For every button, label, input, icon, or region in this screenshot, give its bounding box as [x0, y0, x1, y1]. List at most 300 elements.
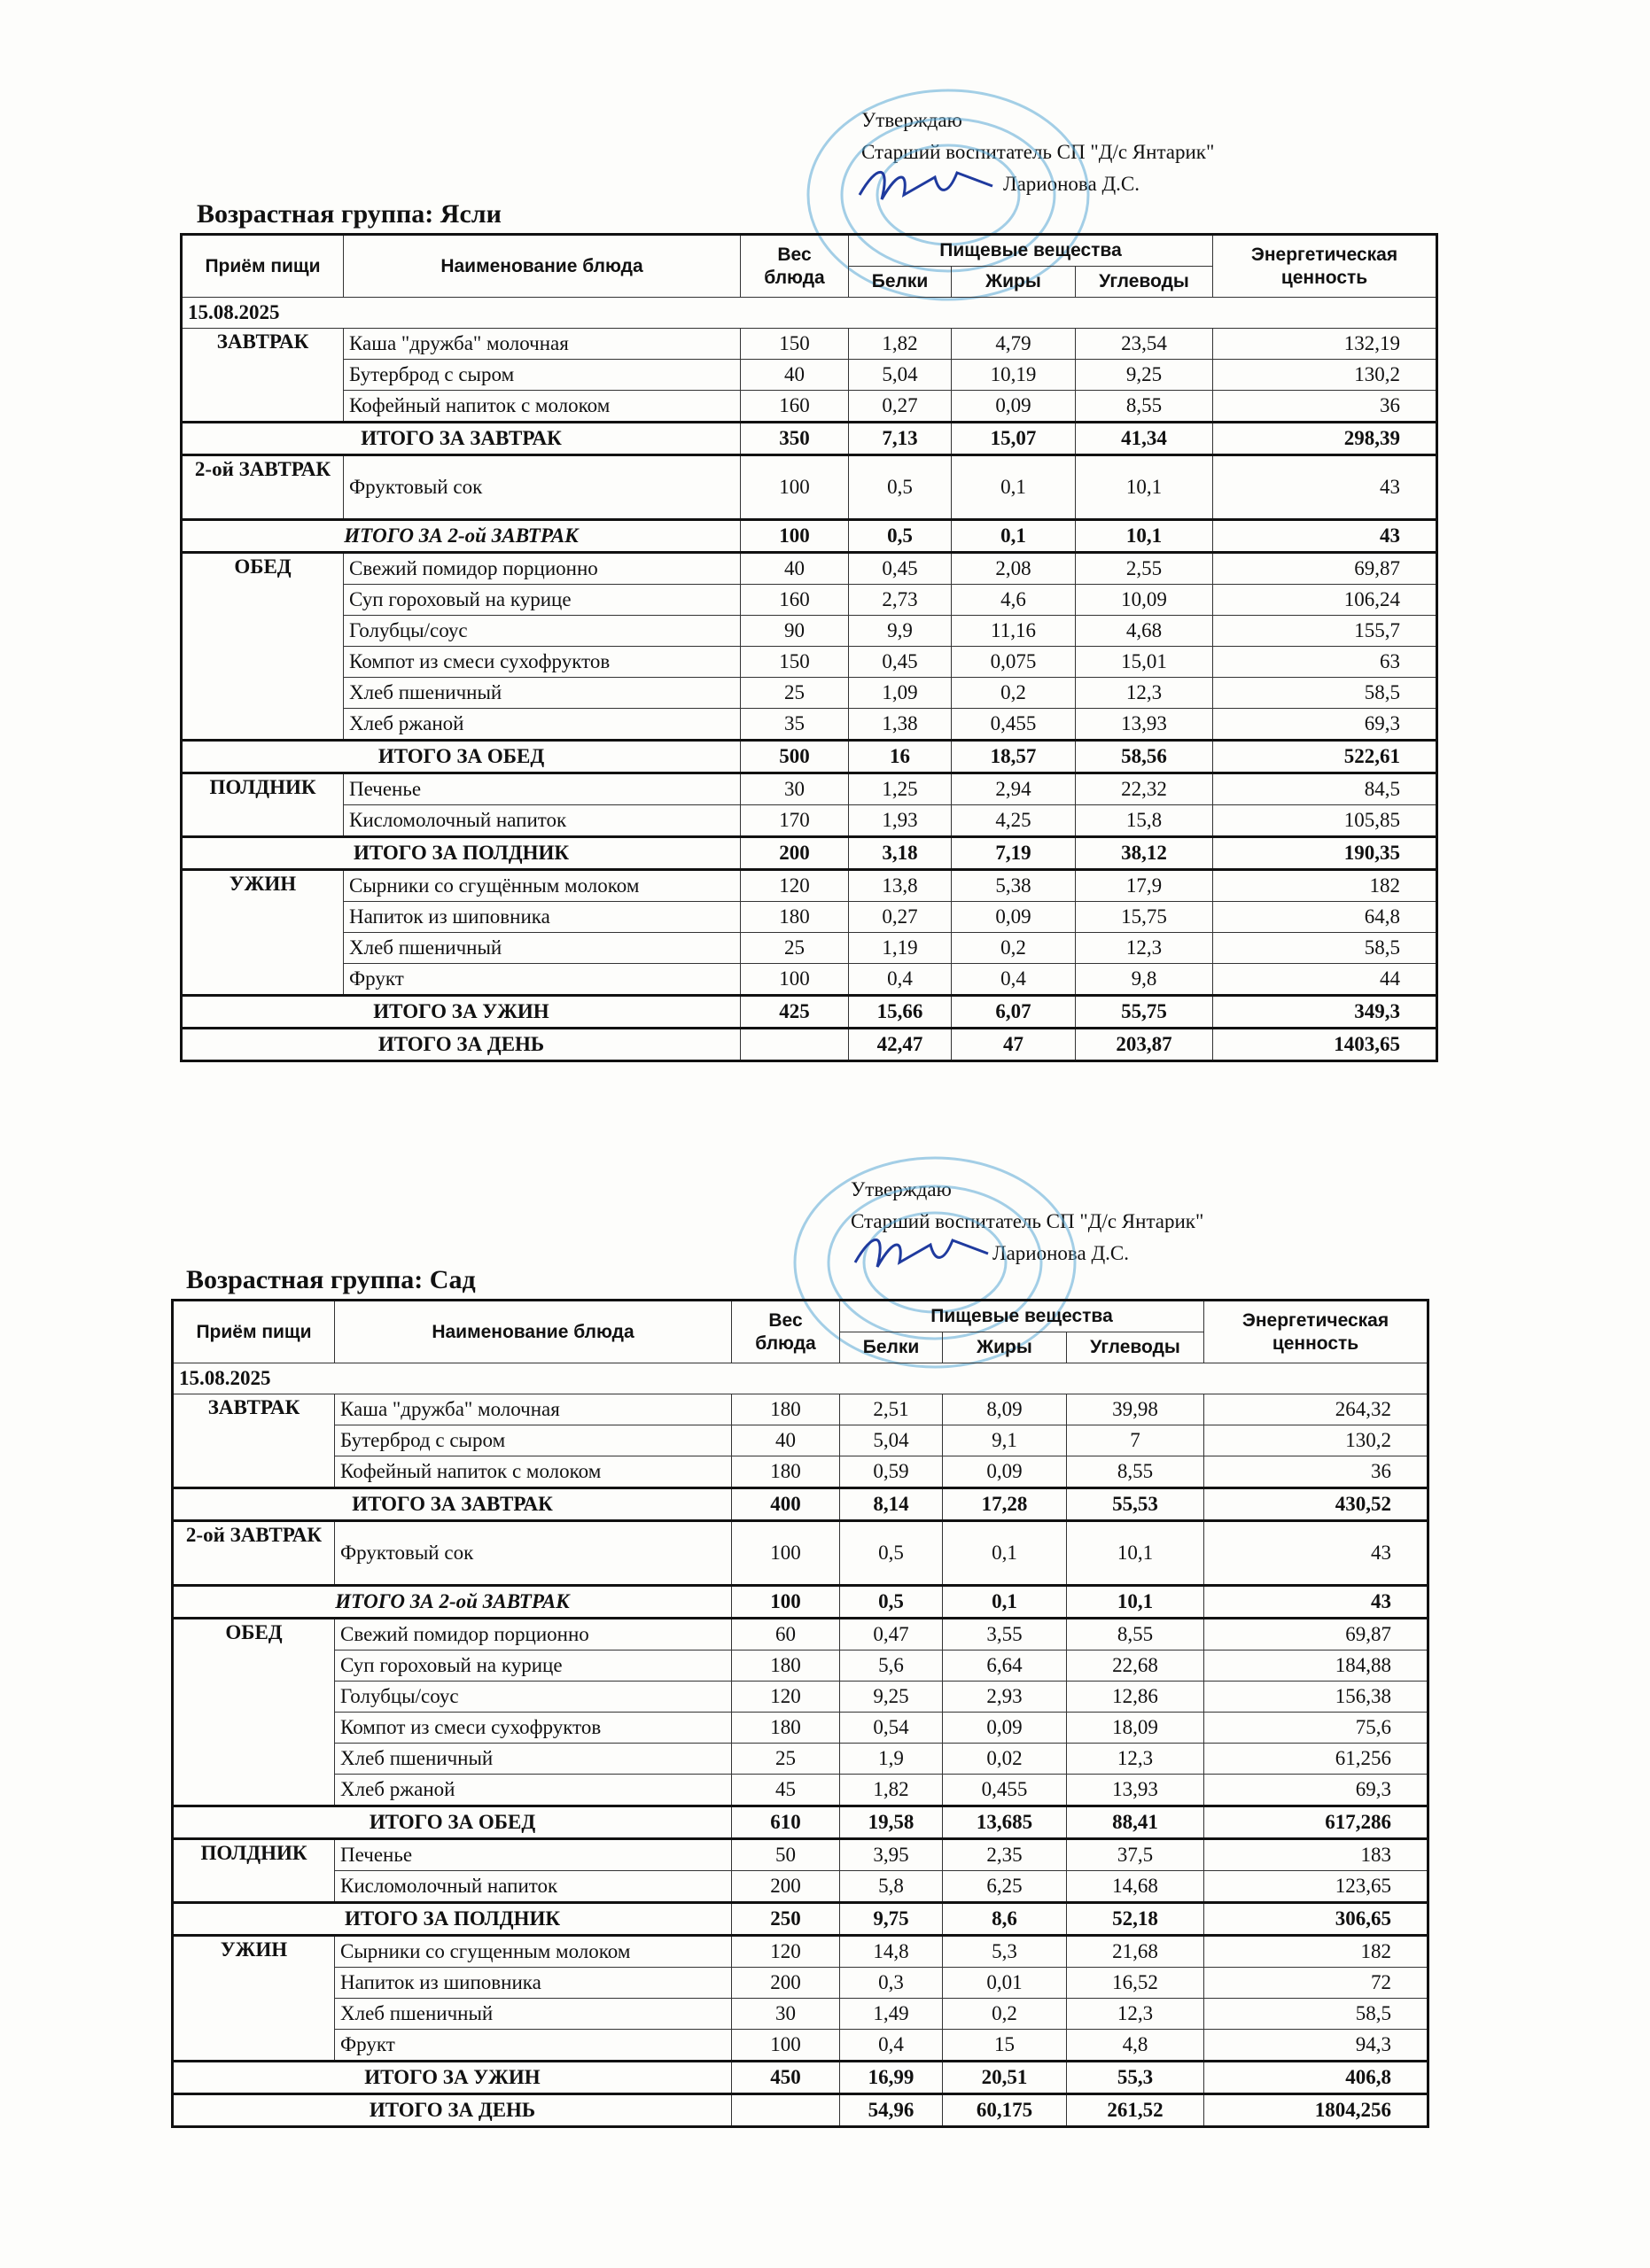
table-row — [182, 391, 1437, 423]
dish-carb: 10,1 — [1067, 1521, 1204, 1586]
dish-name: Свежий помидор порционно — [344, 553, 741, 585]
dish-energy: 94,3 — [1204, 2030, 1428, 2062]
total-protein: 0,5 — [849, 520, 952, 553]
dish-protein: 3,95 — [840, 1839, 943, 1871]
total-energy: 406,8 — [1204, 2062, 1428, 2094]
total-carb: 52,18 — [1067, 1903, 1204, 1936]
dish-carb: 15,75 — [1076, 902, 1213, 933]
total-weight: 610 — [732, 1806, 840, 1839]
total-carb: 55,53 — [1067, 1488, 1204, 1521]
dish-fat: 2,08 — [952, 553, 1076, 585]
dish-fat: 4,25 — [952, 805, 1076, 837]
dish-protein: 14,8 — [840, 1936, 943, 1968]
table-row — [182, 678, 1437, 709]
dish-fat: 9,1 — [943, 1425, 1067, 1456]
table-row — [182, 455, 1437, 520]
dish-energy: 155,7 — [1213, 616, 1437, 647]
col-header-nutrients: Пищевые вещества — [840, 1301, 1204, 1332]
table-row — [173, 1521, 1428, 1586]
dish-carb: 2,55 — [1076, 553, 1213, 585]
group-title: Возрастная группа: Сад — [186, 1265, 476, 1294]
dish-protein: 1,9 — [840, 1744, 943, 1775]
total-energy: 190,35 — [1213, 837, 1437, 870]
meal-name: УЖИН — [182, 870, 344, 996]
total-label: ИТОГО ЗА ПОЛДНИК — [182, 837, 741, 870]
dish-weight: 45 — [732, 1775, 840, 1806]
total-protein: 15,66 — [849, 996, 952, 1029]
dish-weight: 30 — [741, 773, 849, 805]
col-header-dish: Наименование блюда — [344, 235, 741, 298]
dish-fat: 0,01 — [943, 1968, 1067, 1999]
dish-energy: 44 — [1213, 964, 1437, 996]
table-row — [173, 1651, 1428, 1682]
day-total-label: ИТОГО ЗА ДЕНЬ — [182, 1029, 741, 1061]
dish-name: Свежий помидор порционно — [335, 1619, 732, 1651]
col-header-weight: Вес блюда — [741, 235, 849, 298]
dish-fat: 0,2 — [952, 933, 1076, 964]
dish-fat: 5,38 — [952, 870, 1076, 902]
dish-carb: 15,8 — [1076, 805, 1213, 837]
dish-carb: 21,68 — [1067, 1936, 1204, 1968]
total-energy: 306,65 — [1204, 1903, 1428, 1936]
table-row — [182, 647, 1437, 678]
col-header-protein: Белки — [840, 1332, 943, 1363]
dish-weight: 150 — [741, 647, 849, 678]
table-row — [182, 616, 1437, 647]
signature-icon — [846, 1223, 997, 1285]
dish-fat: 2,35 — [943, 1839, 1067, 1871]
dish-protein: 1,93 — [849, 805, 952, 837]
table-row — [173, 1713, 1428, 1744]
total-label: ИТОГО ЗА ЗАВТРАК — [173, 1488, 732, 1521]
total-row — [173, 1806, 1428, 1839]
dish-weight: 25 — [741, 933, 849, 964]
dish-name: Кофейный напиток с молоком — [335, 1456, 732, 1488]
dish-carb: 9,8 — [1076, 964, 1213, 996]
dish-weight: 25 — [732, 1744, 840, 1775]
day-total-protein: 54,96 — [840, 2094, 943, 2127]
dish-name: Хлеб пшеничный — [344, 933, 741, 964]
meal-name: ПОЛДНИК — [182, 773, 344, 837]
meal-name: 2-ой ЗАВТРАК — [182, 455, 344, 520]
table-row — [173, 1871, 1428, 1903]
dish-protein: 13,8 — [849, 870, 952, 902]
dish-energy: 61,256 — [1204, 1744, 1428, 1775]
dish-fat: 0,4 — [952, 964, 1076, 996]
total-fat: 17,28 — [943, 1488, 1067, 1521]
total-weight: 250 — [732, 1903, 840, 1936]
dish-fat: 0,2 — [952, 678, 1076, 709]
dish-energy: 69,87 — [1204, 1619, 1428, 1651]
total-protein: 3,18 — [849, 837, 952, 870]
dish-protein: 5,04 — [849, 360, 952, 391]
table-row — [182, 360, 1437, 391]
table-row — [173, 1936, 1428, 1968]
dish-fat: 0,02 — [943, 1744, 1067, 1775]
total-fat: 0,1 — [943, 1586, 1067, 1619]
day-total-weight — [741, 1029, 849, 1061]
dish-name: Напиток из шиповника — [335, 1968, 732, 1999]
dish-weight: 120 — [732, 1682, 840, 1713]
dish-fat: 3,55 — [943, 1619, 1067, 1651]
dish-energy: 69,87 — [1213, 553, 1437, 585]
signature-icon — [851, 155, 1001, 217]
total-energy: 349,3 — [1213, 996, 1437, 1029]
dish-energy: 105,85 — [1213, 805, 1437, 837]
total-protein: 16,99 — [840, 2062, 943, 2094]
dish-energy: 64,8 — [1213, 902, 1437, 933]
dish-protein: 1,25 — [849, 773, 952, 805]
dish-energy: 183 — [1204, 1839, 1428, 1871]
approval-title: Утверждаю — [851, 1178, 952, 1200]
table-row — [173, 1775, 1428, 1806]
dish-protein: 0,47 — [840, 1619, 943, 1651]
dish-carb: 4,68 — [1076, 616, 1213, 647]
dish-protein: 0,4 — [849, 964, 952, 996]
total-carb: 10,1 — [1067, 1586, 1204, 1619]
dish-weight: 25 — [741, 678, 849, 709]
total-energy: 522,61 — [1213, 741, 1437, 773]
total-carb: 55,75 — [1076, 996, 1213, 1029]
table-row — [182, 805, 1437, 837]
dish-name: Фрукт — [335, 2030, 732, 2062]
col-header-meal: Приём пищи — [182, 235, 344, 298]
dish-energy: 106,24 — [1213, 585, 1437, 616]
table-row — [182, 902, 1437, 933]
dish-name: Голубцы/соус — [344, 616, 741, 647]
dish-weight: 60 — [732, 1619, 840, 1651]
dish-protein: 9,25 — [840, 1682, 943, 1713]
total-energy: 430,52 — [1204, 1488, 1428, 1521]
col-header-carb: Углеводы — [1067, 1332, 1204, 1363]
dish-weight: 90 — [741, 616, 849, 647]
dish-fat: 0,1 — [943, 1521, 1067, 1586]
dish-fat: 0,455 — [952, 709, 1076, 741]
dish-name: Голубцы/соус — [335, 1682, 732, 1713]
dish-energy: 182 — [1204, 1936, 1428, 1968]
total-row — [182, 741, 1437, 773]
col-header-energy: Энергетическая ценность — [1204, 1301, 1428, 1363]
meal-name: ЗАВТРАК — [173, 1394, 335, 1488]
dish-name: Хлеб пшеничный — [335, 1744, 732, 1775]
dish-protein: 1,82 — [849, 329, 952, 360]
dish-protein: 1,38 — [849, 709, 952, 741]
dish-carb: 13,93 — [1076, 709, 1213, 741]
dish-fat: 4,6 — [952, 585, 1076, 616]
dish-carb: 12,3 — [1067, 1744, 1204, 1775]
total-weight: 100 — [732, 1586, 840, 1619]
total-protein: 9,75 — [840, 1903, 943, 1936]
dish-energy: 84,5 — [1213, 773, 1437, 805]
dish-name: Бутерброд с сыром — [335, 1425, 732, 1456]
dish-fat: 2,93 — [943, 1682, 1067, 1713]
table-row — [173, 1682, 1428, 1713]
table-row — [173, 1999, 1428, 2030]
dish-carb: 13,93 — [1067, 1775, 1204, 1806]
day-total-row — [173, 2094, 1428, 2127]
total-carb: 88,41 — [1067, 1806, 1204, 1839]
dish-name: Хлеб пшеничный — [344, 678, 741, 709]
dish-name: Печенье — [344, 773, 741, 805]
dish-carb: 8,55 — [1076, 391, 1213, 423]
menu-table-sad — [171, 1299, 1429, 2128]
day-total-carb: 261,52 — [1067, 2094, 1204, 2127]
meal-name: УЖИН — [173, 1936, 335, 2062]
dish-carb: 22,32 — [1076, 773, 1213, 805]
total-protein: 19,58 — [840, 1806, 943, 1839]
table-row — [182, 964, 1437, 996]
total-label: ИТОГО ЗА УЖИН — [173, 2062, 732, 2094]
dish-carb: 12,86 — [1067, 1682, 1204, 1713]
dish-carb: 37,5 — [1067, 1839, 1204, 1871]
dish-fat: 0,09 — [943, 1456, 1067, 1488]
dish-protein: 2,73 — [849, 585, 952, 616]
dish-name: Фрукт — [344, 964, 741, 996]
dish-fat: 0,09 — [943, 1713, 1067, 1744]
dish-fat: 6,64 — [943, 1651, 1067, 1682]
day-total-carb: 203,87 — [1076, 1029, 1213, 1061]
dish-name: Сырники со сгущённым молоком — [344, 870, 741, 902]
dish-weight: 200 — [732, 1968, 840, 1999]
dish-energy: 130,2 — [1204, 1425, 1428, 1456]
dish-weight: 30 — [732, 1999, 840, 2030]
dish-fat: 0,1 — [952, 455, 1076, 520]
table-row — [173, 1968, 1428, 1999]
dish-energy: 130,2 — [1213, 360, 1437, 391]
dish-carb: 8,55 — [1067, 1456, 1204, 1488]
dish-carb: 12,3 — [1076, 933, 1213, 964]
dish-fat: 0,09 — [952, 902, 1076, 933]
total-label: ИТОГО ЗА ОБЕД — [173, 1806, 732, 1839]
col-header-carb: Углеводы — [1076, 267, 1213, 298]
menu-table-yasli — [180, 233, 1438, 1062]
dish-name: Каша "дружба" молочная — [335, 1394, 732, 1425]
dish-weight: 40 — [732, 1425, 840, 1456]
meal-name: ОБЕД — [173, 1619, 335, 1806]
dish-protein: 0,4 — [840, 2030, 943, 2062]
total-fat: 0,1 — [952, 520, 1076, 553]
dish-energy: 69,3 — [1204, 1775, 1428, 1806]
dish-name: Хлеб ржаной — [344, 709, 741, 741]
dish-weight: 170 — [741, 805, 849, 837]
total-row — [182, 996, 1437, 1029]
group-title: Возрастная группа: Ясли — [197, 199, 502, 229]
table-row — [173, 1425, 1428, 1456]
dish-protein: 5,6 — [840, 1651, 943, 1682]
meal-name: ОБЕД — [182, 553, 344, 741]
table-row — [173, 1839, 1428, 1871]
dish-fat: 15 — [943, 2030, 1067, 2062]
dish-protein: 1,09 — [849, 678, 952, 709]
dish-carb: 22,68 — [1067, 1651, 1204, 1682]
total-label: ИТОГО ЗА УЖИН — [182, 996, 741, 1029]
dish-weight: 200 — [732, 1871, 840, 1903]
dish-energy: 58,5 — [1204, 1999, 1428, 2030]
total-row — [173, 2062, 1428, 2094]
day-total-weight — [732, 2094, 840, 2127]
table-row — [182, 585, 1437, 616]
total-row — [173, 1488, 1428, 1521]
total-row — [182, 520, 1437, 553]
dish-energy: 75,6 — [1204, 1713, 1428, 1744]
approval-position: Старший воспитатель СП "Д/с Янтарик" — [861, 141, 1215, 163]
dish-carb: 4,8 — [1067, 2030, 1204, 2062]
dish-protein: 0,54 — [840, 1713, 943, 1744]
day-total-label: ИТОГО ЗА ДЕНЬ — [173, 2094, 732, 2127]
day-total-energy: 1403,65 — [1213, 1029, 1437, 1061]
table-row — [173, 1394, 1428, 1425]
total-weight: 450 — [732, 2062, 840, 2094]
dish-name: Каша "дружба" молочная — [344, 329, 741, 360]
total-fat: 6,07 — [952, 996, 1076, 1029]
dish-name: Кофейный напиток с молоком — [344, 391, 741, 423]
dish-fat: 0,075 — [952, 647, 1076, 678]
dish-protein: 0,27 — [849, 902, 952, 933]
dish-weight: 50 — [732, 1839, 840, 1871]
dish-energy: 182 — [1213, 870, 1437, 902]
dish-energy: 58,5 — [1213, 933, 1437, 964]
dish-fat: 8,09 — [943, 1394, 1067, 1425]
total-carb: 38,12 — [1076, 837, 1213, 870]
total-label: ИТОГО ЗА ОБЕД — [182, 741, 741, 773]
dish-fat: 0,455 — [943, 1775, 1067, 1806]
dish-weight: 120 — [732, 1936, 840, 1968]
day-total-row — [182, 1029, 1437, 1061]
dish-energy: 156,38 — [1204, 1682, 1428, 1713]
dish-energy: 132,19 — [1213, 329, 1437, 360]
total-carb: 10,1 — [1076, 520, 1213, 553]
total-label: ИТОГО ЗА ПОЛДНИК — [173, 1903, 732, 1936]
dish-carb: 7 — [1067, 1425, 1204, 1456]
dish-name: Фруктовый сок — [335, 1521, 732, 1586]
dish-weight: 100 — [732, 1521, 840, 1586]
table-row — [182, 773, 1437, 805]
total-fat: 7,19 — [952, 837, 1076, 870]
table-row — [173, 1619, 1428, 1651]
total-weight: 500 — [741, 741, 849, 773]
col-header-meal: Приём пищи — [173, 1301, 335, 1363]
col-header-fat: Жиры — [952, 267, 1076, 298]
table-row — [182, 329, 1437, 360]
total-row — [182, 837, 1437, 870]
table-row — [182, 553, 1437, 585]
dish-carb: 39,98 — [1067, 1394, 1204, 1425]
dish-fat: 10,19 — [952, 360, 1076, 391]
dish-name: Кисломолочный напиток — [344, 805, 741, 837]
dish-weight: 180 — [732, 1713, 840, 1744]
dish-carb: 10,1 — [1076, 455, 1213, 520]
total-label: ИТОГО ЗА 2-ой ЗАВТРАК — [173, 1586, 732, 1619]
total-fat: 8,6 — [943, 1903, 1067, 1936]
col-header-fat: Жиры — [943, 1332, 1067, 1363]
dish-weight: 40 — [741, 360, 849, 391]
dish-weight: 40 — [741, 553, 849, 585]
total-fat: 18,57 — [952, 741, 1076, 773]
dish-energy: 184,88 — [1204, 1651, 1428, 1682]
day-total-protein: 42,47 — [849, 1029, 952, 1061]
total-fat: 20,51 — [943, 2062, 1067, 2094]
dish-energy: 36 — [1213, 391, 1437, 423]
dish-fat: 5,3 — [943, 1936, 1067, 1968]
dish-name: Хлеб пшеничный — [335, 1999, 732, 2030]
dish-weight: 100 — [732, 2030, 840, 2062]
menu-date: 15.08.2025 — [173, 1363, 1428, 1394]
dish-energy: 264,32 — [1204, 1394, 1428, 1425]
dish-carb: 12,3 — [1076, 678, 1213, 709]
dish-name: Кисломолочный напиток — [335, 1871, 732, 1903]
total-label: ИТОГО ЗА 2-ой ЗАВТРАК — [182, 520, 741, 553]
total-weight: 200 — [741, 837, 849, 870]
dish-name: Фруктовый сок — [344, 455, 741, 520]
dish-fat: 11,16 — [952, 616, 1076, 647]
dish-name: Напиток из шиповника — [344, 902, 741, 933]
col-header-dish: Наименование блюда — [335, 1301, 732, 1363]
dish-carb: 9,25 — [1076, 360, 1213, 391]
table-row — [182, 933, 1437, 964]
dish-name: Компот из смеси сухофруктов — [335, 1713, 732, 1744]
dish-fat: 4,79 — [952, 329, 1076, 360]
total-energy: 43 — [1213, 520, 1437, 553]
dish-protein: 0,3 — [840, 1968, 943, 1999]
day-total-energy: 1804,256 — [1204, 2094, 1428, 2127]
dish-weight: 35 — [741, 709, 849, 741]
dish-name: Суп гороховый на курице — [335, 1651, 732, 1682]
table-row — [182, 870, 1437, 902]
dish-weight: 120 — [741, 870, 849, 902]
dish-name: Суп гороховый на курице — [344, 585, 741, 616]
dish-weight: 160 — [741, 585, 849, 616]
total-weight: 100 — [741, 520, 849, 553]
dish-weight: 150 — [741, 329, 849, 360]
dish-name: Бутерброд с сыром — [344, 360, 741, 391]
approval-title: Утверждаю — [861, 109, 962, 131]
total-carb: 58,56 — [1076, 741, 1213, 773]
dish-carb: 17,9 — [1076, 870, 1213, 902]
table-row — [173, 2030, 1428, 2062]
dish-protein: 0,5 — [849, 455, 952, 520]
dish-weight: 100 — [741, 964, 849, 996]
day-total-fat: 60,175 — [943, 2094, 1067, 2127]
dish-protein: 1,19 — [849, 933, 952, 964]
dish-weight: 180 — [732, 1651, 840, 1682]
approval-position: Старший воспитатель СП "Д/с Янтарик" — [851, 1210, 1204, 1232]
menu-date: 15.08.2025 — [182, 298, 1437, 329]
total-energy: 617,286 — [1204, 1806, 1428, 1839]
dish-carb: 10,09 — [1076, 585, 1213, 616]
total-protein: 8,14 — [840, 1488, 943, 1521]
dish-energy: 69,3 — [1213, 709, 1437, 741]
meal-name: 2-ой ЗАВТРАК — [173, 1521, 335, 1586]
dish-carb: 18,09 — [1067, 1713, 1204, 1744]
dish-weight: 100 — [741, 455, 849, 520]
total-protein: 0,5 — [840, 1586, 943, 1619]
dish-name: Печенье — [335, 1839, 732, 1871]
dish-protein: 0,27 — [849, 391, 952, 423]
dish-name: Компот из смеси сухофруктов — [344, 647, 741, 678]
dish-protein: 2,51 — [840, 1394, 943, 1425]
total-protein: 16 — [849, 741, 952, 773]
total-row — [173, 1586, 1428, 1619]
dish-energy: 43 — [1213, 455, 1437, 520]
total-carb: 55,3 — [1067, 2062, 1204, 2094]
total-row — [173, 1903, 1428, 1936]
dish-protein: 0,59 — [840, 1456, 943, 1488]
dish-carb: 8,55 — [1067, 1619, 1204, 1651]
total-label: ИТОГО ЗА ЗАВТРАК — [182, 423, 741, 455]
dish-weight: 160 — [741, 391, 849, 423]
dish-fat: 0,2 — [943, 1999, 1067, 2030]
dish-energy: 72 — [1204, 1968, 1428, 1999]
